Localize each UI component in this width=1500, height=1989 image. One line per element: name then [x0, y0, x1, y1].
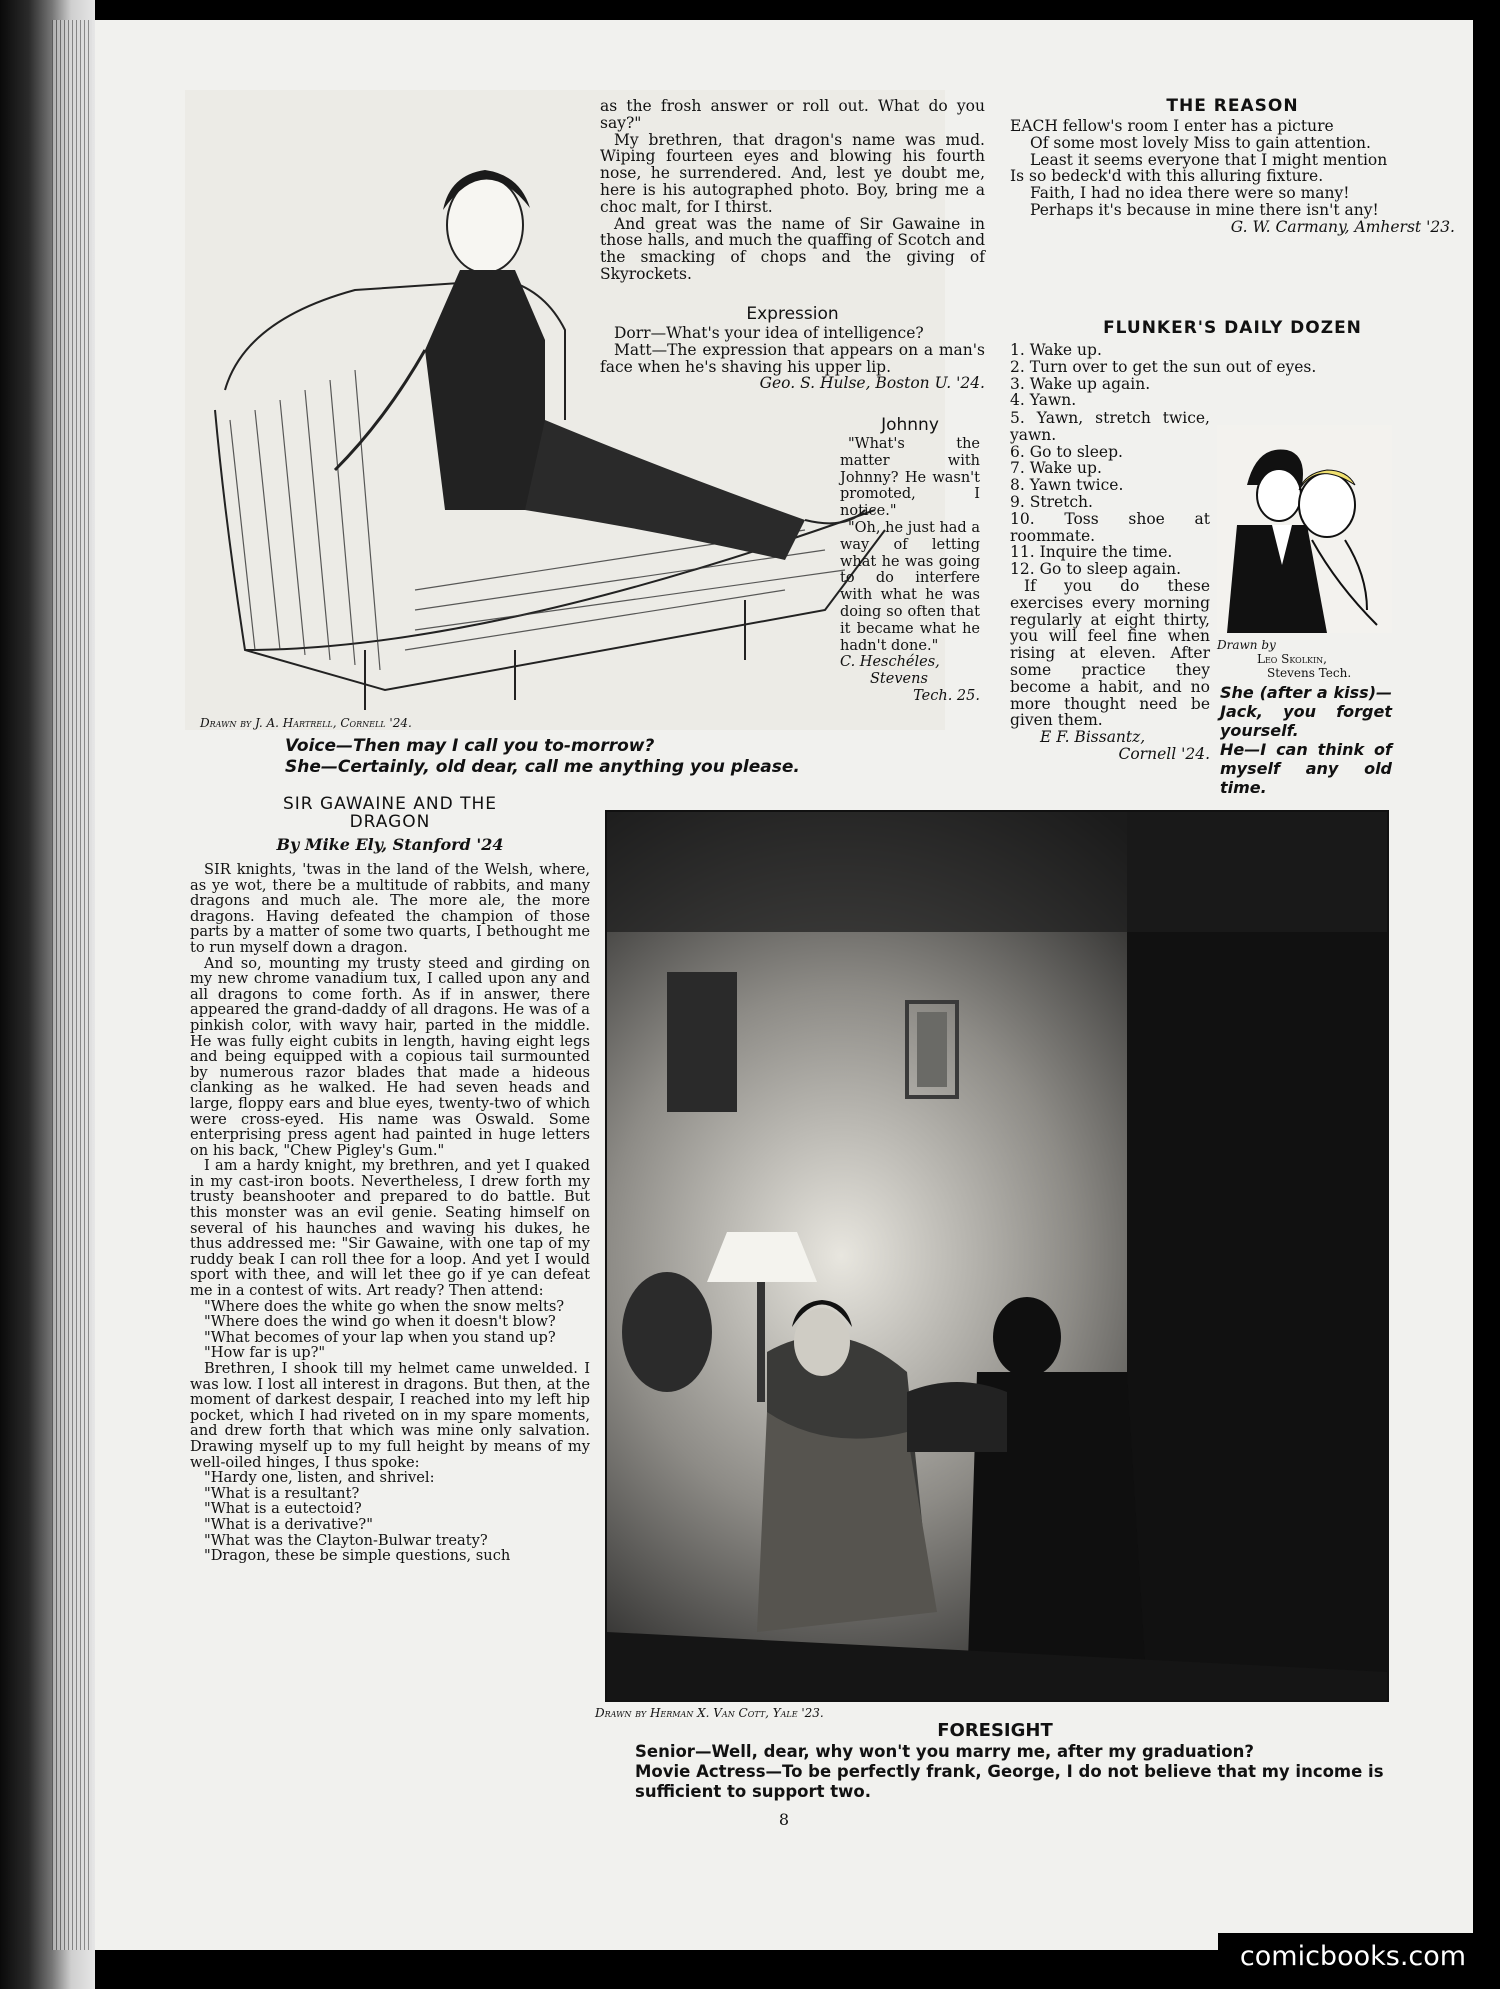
story-paragraph: "What becomes of your lap when you stand up? [204, 1328, 556, 1346]
expression-title: Expression [746, 304, 839, 324]
gawaine-story [190, 862, 590, 1564]
skolkin-credit-line: Leo Skolkin, [1257, 652, 1327, 666]
kiss-joke-line: He—I can think of myself any old time. [1220, 740, 1392, 797]
heschéles-attribution: Tech. 25. [913, 687, 980, 704]
list-item: 9. Stretch. [1010, 492, 1093, 511]
van-cott-credit: Drawn by Herman X. Van Cott, Yale '23. [595, 1706, 824, 1720]
flunker-title: FLUNKER'S DAILY DOZEN [1103, 318, 1362, 338]
heschéles-attribution: C. Heschéles, [840, 654, 940, 671]
flunker-list-cont [1010, 410, 1210, 763]
list-item: 8. Yawn twice. [1010, 476, 1124, 495]
hartrell-credit: Drawn by J. A. Hartrell, Cornell '24. [200, 716, 412, 730]
reason-line: Least it seems everyone that I might mention [1030, 150, 1388, 169]
gawaine-title-line: DRAGON [349, 812, 431, 832]
skolkin-credit-line: Stevens Tech. [1267, 666, 1352, 680]
daily-dozen-list [1010, 410, 1210, 578]
hulse-attribution: Geo. S. Hulse, Boston U. '24. [759, 374, 985, 393]
flunker-closing: If you do these exercises every morning regularly at eight thirty, you will feel fine when rising at eleven. After some practice they become a habit, and no more thought need be given them. [1010, 576, 1210, 730]
johnny-joke [840, 436, 980, 705]
reason-line: Perhaps it's because in mine there isn't any! [1030, 200, 1379, 219]
kiss-cartoon-illustration [1217, 425, 1392, 633]
flunker-list [1010, 342, 1430, 409]
bissantz-attribution: E F. Bissantz, [1040, 728, 1146, 747]
gawaine-title [180, 795, 600, 831]
story-paragraph: SIR knights, 'twas in the land of the Welsh, where, as ye wot, there be a multitude of rabbits, and many dragons and much ale. The more ale, the more dragons. Having defeated the champion of those parts by a matter of some two quarts, I bethought me to run myself down a dragon. [190, 861, 590, 956]
continuation-paragraph: My brethren, that dragon's name was mud. Wiping fourteen eyes and blowing his fourth nose, he surrendered. And, lest ye doubt me, here is his autographed photo. Boy, bring me a choc malt, for I thirst. [600, 130, 985, 216]
expression-line: Matt—The expression that appears on a man's face when he's shaving his upper lip. [600, 340, 985, 376]
voice-caption: Voice—Then may I call you to-morrow? [285, 736, 655, 756]
book-binding [0, 0, 95, 1989]
expression-joke [600, 325, 985, 392]
foresight-line: Senior—Well, dear, why won't you marry me, after my graduation? [635, 1742, 1254, 1761]
reason-line: Is so bedeck'd with this alluring fixture. [1010, 167, 1324, 186]
foresight-drawing [607, 812, 1387, 1700]
story-paragraph: "How far is up?" [204, 1344, 326, 1362]
foresight-painting [605, 810, 1389, 1702]
bissantz-attribution: Cornell '24. [1118, 744, 1210, 763]
reason-line: EACH fellow's room I enter has a picture [1010, 117, 1334, 135]
kiss-joke-line: She (after a kiss)—Jack, you forget yourself. [1220, 683, 1392, 740]
kiss-joke [1220, 683, 1392, 797]
continuation-paragraph: And great was the name of Sir Gawaine in those halls, and much the quaffing of Scotch and the smacking of chops and the giving of Skyrockets. [600, 214, 985, 283]
magazine-page [95, 20, 1473, 1950]
skolkin-credit [1217, 638, 1392, 680]
foresight-joke [595, 1742, 1395, 1802]
johnny-line: "Oh, he just had a way of letting what he was going to do interfere with what he was doing so often that it became what he hadn't done." [840, 519, 980, 654]
story-paragraph: "What is a resultant? [204, 1484, 360, 1502]
johnny-title: Johnny [881, 415, 939, 435]
story-paragraph: "What is a eutectoid? [204, 1500, 362, 1518]
story-paragraph: And so, mounting my trusty steed and girding on my new chrome vanadium tux, I called upon any and all dragons to come forth. As if in answer, there appeared the grand-daddy of all dragons. He was of a pinkish color, with wavy hair, parted in the middle. He was fully eight cubits in length, having eight legs and being equipped with a copious tail surmounted by numerous razor blades that made a hideous clanking as he walked. He had seven heads and large, floppy ears and blue eyes, twenty-two of which were cross-eyed. His name was Oswald. Some enterprising press agent had painted in huge letters on his back, "Chew Pigley's Gum." [190, 954, 590, 1159]
carmany-attribution: G. W. Carmany, Amherst '23. [1230, 217, 1455, 236]
reason-line: Of some most lovely Miss to gain attention. [1030, 133, 1371, 152]
kiss-cartoon-drawing [1217, 425, 1392, 633]
story-paragraph: "Dragon, these be simple questions, such [204, 1547, 511, 1565]
story-paragraph: I am a hardy knight, my brethren, and yet I quaked in my cast-iron boots. Nevertheless, I drew forth my trusty beanshooter and prepared to do battle. But this monster was an evil genie. Seating himself on several of his haunches and waving his dukes, he thus addressed me: "Sir Gawaine, with one tap of my ruddy beak I can roll thee for a loop. And yet I would sport with thee, and will let thee go if ye can defeat me in a contest of wits. Art ready? Then attend: [190, 1157, 590, 1300]
expression-line: Dorr—What's your idea of intelligence? [614, 324, 924, 342]
story-paragraph: "Where does the white go when the snow melts? [204, 1297, 565, 1315]
story-paragraph: Brethren, I shook till my helmet came unwelded. I was low. I lost all interest in dragons. But then, at the moment of darkest despair, I reached into my left hip pocket, which I had riveted on in my spare moments, and drew forth that which was mine only salvation. Drawing myself up to my full height by means of my well-oiled hinges, I thus spoke: [190, 1360, 590, 1471]
list-item: 11. Inquire the time. [1010, 543, 1173, 562]
list-item: 3. Wake up again. [1010, 374, 1151, 393]
gawaine-continuation [600, 98, 985, 283]
gawaine-byline: By Mike Ely, Stanford '24 [276, 835, 504, 854]
list-item: 6. Go to sleep. [1010, 442, 1123, 461]
heschéles-attribution: Stevens [870, 671, 928, 688]
reason-title: THE REASON [1166, 96, 1299, 116]
foresight-line: Movie Actress—To be perfectly frank, George, I do not believe that my income is sufficient to support two. [635, 1762, 1384, 1801]
watermark: comicbooks.com [1218, 1933, 1488, 1981]
reason-line: Faith, I had no idea there were so many! [1030, 184, 1350, 203]
gawaine-title-line: SIR GAWAINE AND THE [282, 794, 498, 814]
list-item: 4. Yawn. [1010, 391, 1077, 410]
list-item: 12. Go to sleep again. [1010, 560, 1182, 579]
foresight-title: FORESIGHT [937, 1720, 1053, 1741]
list-item: 2. Turn over to get the sun out of eyes. [1010, 357, 1317, 376]
johnny-line: "What's the matter with Johnny? He wasn't promoted, I notice." [840, 436, 980, 520]
list-item: 5. Yawn, stretch twice, yawn. [1010, 409, 1210, 444]
list-item: 1. Wake up. [1010, 341, 1102, 359]
story-paragraph: "What is a derivative?" [204, 1515, 373, 1533]
she-caption: She—Certainly, old dear, call me anything you please. [285, 757, 800, 777]
daily-dozen-list [1010, 342, 1430, 409]
list-item: 7. Wake up. [1010, 459, 1102, 478]
story-paragraph: "Where does the wind go when it doesn't blow? [204, 1313, 556, 1331]
continuation-line: as the frosh answer or roll out. What do you say?" [600, 97, 985, 132]
list-item: 10. Toss shoe at roommate. [1010, 509, 1210, 545]
story-paragraph: "Hardy one, listen, and shrivel: [204, 1469, 435, 1487]
story-paragraph: "What was the Clayton-Bulwar treaty? [204, 1531, 488, 1549]
reason-poem [1010, 118, 1455, 236]
page-number: 8 [778, 1810, 790, 1829]
skolkin-credit-line: Drawn by [1217, 638, 1276, 652]
